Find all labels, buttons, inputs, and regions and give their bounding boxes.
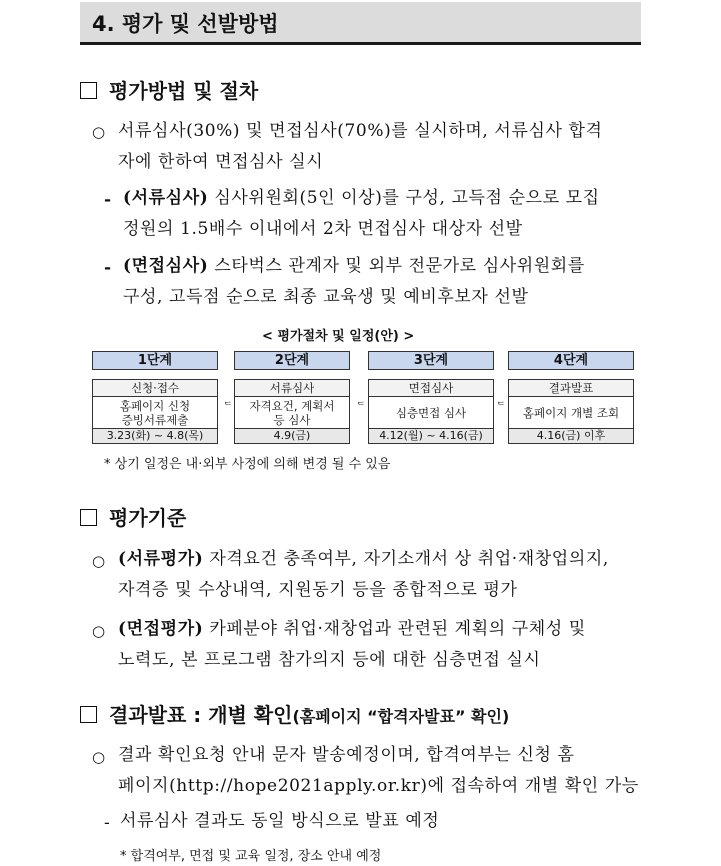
step-card-document-review <box>234 379 350 444</box>
stage-1: 1단계 <box>92 351 218 370</box>
step-date: 4.12(월) ~ 4.16(금) <box>369 429 493 443</box>
text-line <box>123 183 600 214</box>
circle-bullet-icon: ○ <box>92 552 106 570</box>
step-date: 4.16(금) 이후 <box>509 429 633 443</box>
label-interview-criteria: (면접평가) <box>118 619 204 639</box>
stage-3: 3단계 <box>368 351 494 370</box>
circle-bullet-icon: ○ <box>92 748 106 766</box>
step-detail <box>93 397 217 429</box>
paragraph-document-review <box>123 183 600 245</box>
text-line <box>118 614 586 645</box>
text-line: 자에 한하여 면접심사 실시 <box>118 152 324 172</box>
paragraph-results-note: 서류심사 결과도 동일 방식으로 발표 예정 <box>120 811 440 831</box>
step-card-application <box>92 379 218 444</box>
text-span: 카페분야 취업·재창업과 관련된 계획의 구체성 및 <box>203 619 586 639</box>
step-name: 서류심사 <box>235 380 349 397</box>
section-header <box>80 2 641 45</box>
dash-bullet: - <box>104 190 112 210</box>
text-line: 결과 확인요청 안내 문자 발송예정이며, 합격여부는 신청 홈 <box>118 745 575 765</box>
section-header-title: 4. 평가 및 선발방법 <box>92 12 279 36</box>
heading-suffix: (홈페이지 “합격자발표” 확인) <box>292 707 510 726</box>
arrow-right-icon: ᄃ <box>356 402 366 413</box>
arrow-right-icon: ᄃ <box>223 402 233 413</box>
circle-bullet-icon: ○ <box>92 123 106 141</box>
text-line: 노력도, 본 프로그램 참가의지 등에 대한 심층면접 실시 <box>118 650 541 670</box>
heading-results <box>80 699 509 728</box>
schedule-note: * 상기 일정은 내·외부 사정에 의해 변경 될 수 있음 <box>104 457 391 472</box>
step-date: 3.23(화) ~ 4.8(목) <box>93 429 217 443</box>
heading-evaluation-criteria <box>80 502 186 531</box>
heading-evaluation-method <box>80 75 258 104</box>
text-line: 페이지(http://hope2021apply.or.kr)에 접속하여 개별 확인 가능 <box>118 776 639 796</box>
label-document-criteria: (서류평가) <box>118 549 204 569</box>
heading-text: 결과발표 : 개별 확인 <box>109 703 293 727</box>
heading-text: 평가기준 <box>109 506 187 530</box>
detail-line: 홈페이지 신청 <box>119 398 191 413</box>
step-detail <box>509 397 633 429</box>
detail-line: 자격요건, 계획서 <box>249 398 335 413</box>
checkbox-square-icon <box>80 509 97 526</box>
step-name: 결과발표 <box>509 380 633 397</box>
detail-line: 등 심사 <box>273 412 311 427</box>
text-span: 자격요건 충족여부, 자기소개서 상 취업·재창업의지, <box>203 549 609 569</box>
text-line: 정원의 1.5배수 이내에서 2차 면접심사 대상자 선발 <box>123 219 523 239</box>
stage-2: 2단계 <box>234 351 350 370</box>
results-footnote: * 합격여부, 면접 및 교육 일정, 장소 안내 예정 <box>120 849 382 864</box>
text-line: 서류심사(30%) 및 면접심사(70%)를 실시하며, 서류심사 합격 <box>118 121 603 141</box>
checkbox-square-icon <box>80 82 97 99</box>
text-span: 심사위원회(5인 이상)를 구성, 고득점 순으로 모집 <box>208 188 600 208</box>
checkbox-square-icon <box>80 706 97 723</box>
paragraph-evaluation-overview <box>118 116 603 178</box>
paragraph-results <box>118 740 639 802</box>
text-line: 구성, 고득점 순으로 최종 교육생 및 예비후보자 선발 <box>123 287 529 307</box>
step-card-interview <box>368 379 494 444</box>
step-name: 면접심사 <box>369 380 493 397</box>
circle-bullet-icon: ○ <box>92 622 106 640</box>
paragraph-interview-review <box>123 251 585 313</box>
detail-line: 증빙서류제출 <box>121 412 189 427</box>
diagram-title: < 평가절차 및 일정(안) > <box>262 329 415 344</box>
label-document-review: (서류심사) <box>123 188 209 208</box>
dash-bullet: - <box>104 813 110 833</box>
stage-4: 4단계 <box>508 351 634 370</box>
heading-text: 평가방법 및 절차 <box>109 79 259 103</box>
text-line <box>123 251 585 282</box>
paragraph-document-criteria <box>118 544 609 606</box>
text-span: 스타벅스 관계자 및 외부 전문가로 심사위원회를 <box>208 256 585 276</box>
detail-line: 홈페이지 개별 조회 <box>522 405 620 420</box>
step-detail <box>369 397 493 429</box>
dash-bullet: - <box>104 258 112 278</box>
text-line: 자격증 및 수상내역, 지원동기 등을 종합적으로 평가 <box>118 580 518 600</box>
text-line <box>118 544 609 575</box>
step-date: 4.9(금) <box>235 429 349 443</box>
paragraph-interview-criteria <box>118 614 586 676</box>
step-card-results <box>508 379 634 444</box>
arrow-right-icon: ᄃ <box>496 402 506 413</box>
step-detail <box>235 397 349 429</box>
label-interview-review: (면접심사) <box>123 256 209 276</box>
detail-line: 심층면접 심사 <box>395 405 467 420</box>
step-name: 신청·접수 <box>93 380 217 397</box>
